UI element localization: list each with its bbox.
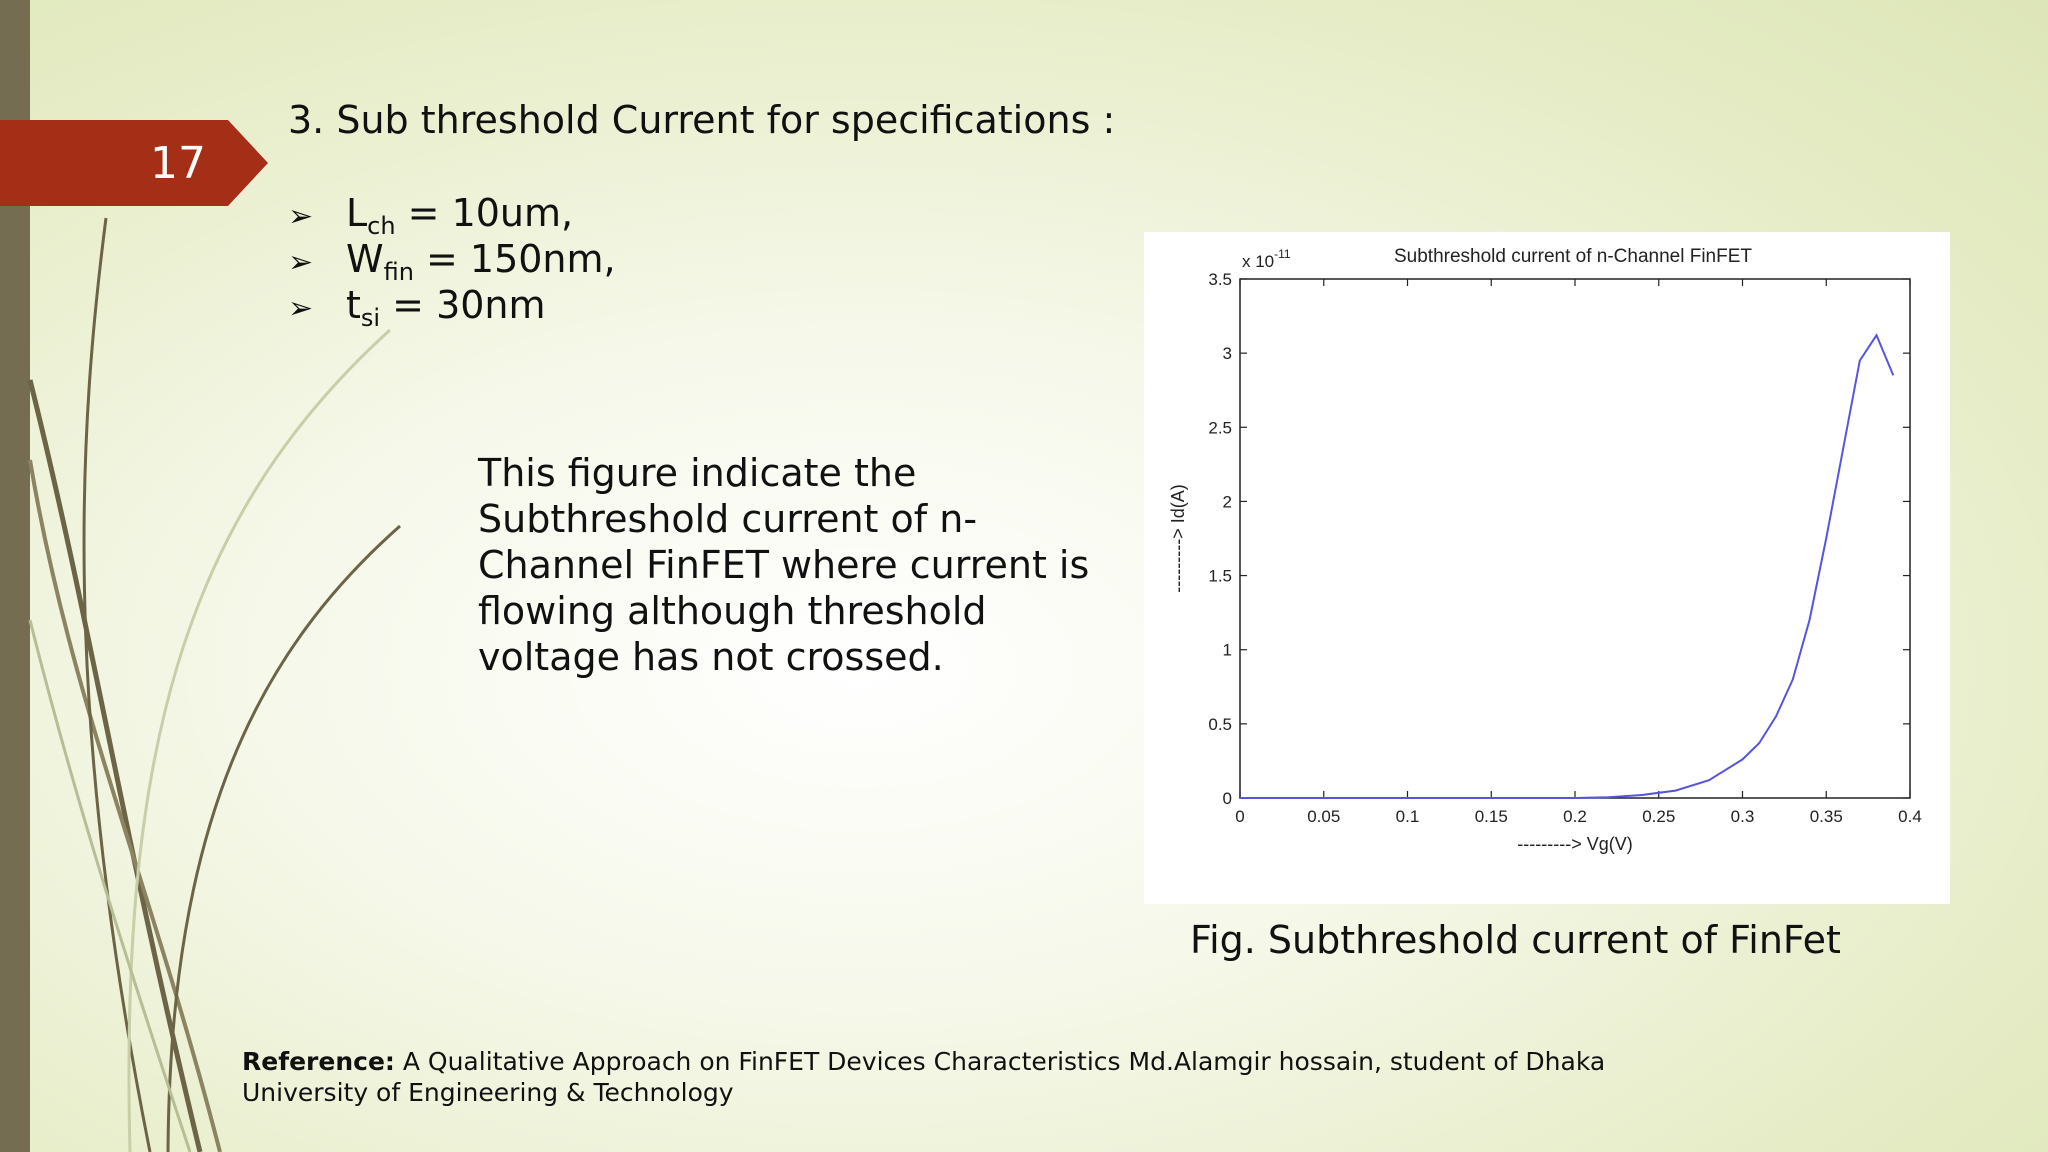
x-tick-label: 0.3 bbox=[1730, 807, 1755, 826]
y-tick-label: 0 bbox=[1222, 789, 1232, 808]
y-tick-label: 0.5 bbox=[1208, 714, 1232, 734]
x-tick-label: 0.4 bbox=[1898, 807, 1922, 826]
y-multiplier: x $10^{-11}$ bbox=[1242, 247, 1291, 271]
spec-item-wfin: ➢ $W_{fin} = 150nm$, bbox=[288, 237, 616, 286]
slide-number-tab bbox=[0, 120, 268, 206]
spec-item-tsi: ➢ $t_{si} = 30nm$ bbox=[288, 283, 546, 332]
y-axis-label: ---------> Id(A) bbox=[1168, 484, 1188, 593]
reference-label: Reference: bbox=[242, 1047, 395, 1076]
x-tick-label: 0.35 bbox=[1809, 807, 1843, 826]
arrow-bullet-icon: ➢ bbox=[288, 199, 314, 234]
figure-description: This figure indicate the Subthreshold current of n-Channel FinFET where current is flowing although threshold voltage has not crossed. bbox=[478, 451, 1090, 679]
chart-title: Subthreshold current of n-Channel FinFET bbox=[1393, 246, 1753, 267]
y-tick-label: 3 bbox=[1222, 344, 1232, 364]
x-tick-label: 0.1 bbox=[1395, 807, 1420, 826]
slide-number: 17 bbox=[150, 138, 206, 189]
y-tick-label: 3.5 bbox=[1208, 270, 1232, 289]
reference-text bbox=[242, 1046, 1672, 1108]
y-tick-label: 2 bbox=[1222, 492, 1232, 512]
y-tick-label: 1 bbox=[1222, 640, 1232, 660]
arrow-bullet-icon: ➢ bbox=[288, 245, 314, 280]
arrow-bullet-icon: ➢ bbox=[288, 291, 314, 326]
spec-item-lch: ➢ $L_{ch} = 10um$, bbox=[288, 191, 574, 240]
x-tick-label: 0.2 bbox=[1563, 807, 1587, 826]
figure-caption: Fig. Subthreshold current of FinFet bbox=[1190, 918, 1841, 962]
spec-list bbox=[288, 190, 616, 332]
chart-panel bbox=[1144, 232, 1950, 904]
x-tick-label: 0.05 bbox=[1307, 807, 1341, 826]
y-tick-label: 2.5 bbox=[1208, 418, 1232, 438]
x-tick-label: 0.25 bbox=[1642, 807, 1676, 826]
plot-area bbox=[1240, 279, 1910, 798]
subthreshold-chart bbox=[1144, 232, 1950, 904]
y-tick-label: 1.5 bbox=[1208, 566, 1232, 586]
x-tick-label: 0 bbox=[1235, 807, 1245, 826]
x-axis-label: ---------> Vg(V) bbox=[1517, 834, 1633, 854]
reference-body: A Qualitative Approach on FinFET Devices Characteristics Md.Alamgir hossain, student of Dhaka University of Engineering & Technology bbox=[242, 1047, 1606, 1107]
slide-title: 3. Sub threshold Current for specifications : bbox=[288, 98, 1116, 142]
x-tick-label: 0.15 bbox=[1474, 807, 1508, 826]
